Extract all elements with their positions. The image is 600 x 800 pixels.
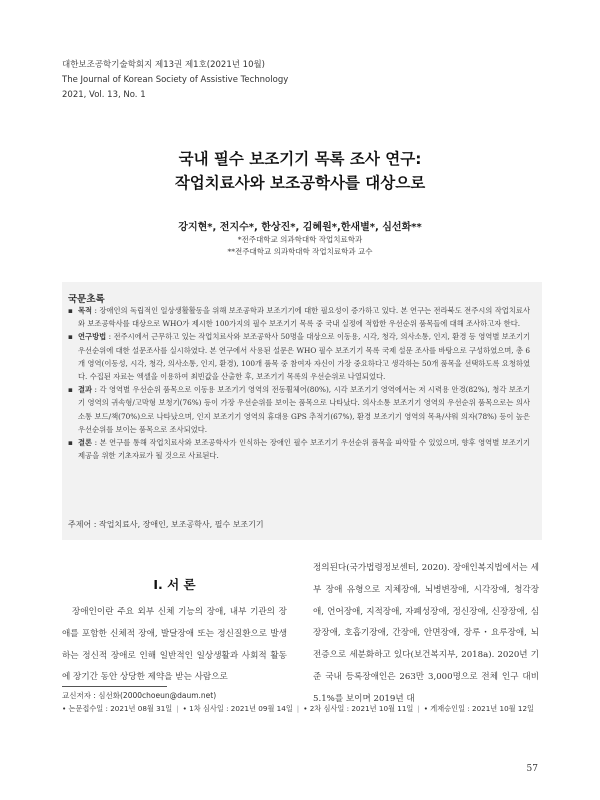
keywords-text: 작업치료사, 장애인, 보조공학사, 필수 보조기기	[98, 520, 264, 529]
bullet-icon: ▪	[68, 385, 73, 395]
corresponding-author: 교신저자 : 심선화(2000choeun@daum.net)	[62, 691, 217, 700]
abstract-purpose	[68, 304, 530, 330]
body-column-right: 정의된다(국가법령정보센터, 2020). 장애인복지법에서는 세부 장애 유형으로 지체장애, 뇌병변장애, 시각장애, 청각장애, 언어장애, 지적장애, 자폐성장애, 정신장애, 신장장애, 심장장애, 호흡기장애, 간장애, 안면장애, 장루・요루장애, 뇌전증으로 세분화하고 있다(보건복지부, 2018a). 2020년 기준 국내 등록장애인은 263만 3,000명으로 전체 인구 대비 5.1%를 보이며 2019년 대	[313, 563, 539, 704]
bullet-icon: ▪	[68, 332, 73, 342]
date-second-review: • 2차 심사일 : 2021년 10월 11일	[303, 704, 414, 713]
abstract-text: : 각 영역별 우선순위 품목으로 이동용 보조기기 영역의 전동휠체어(80%), 시각 보조기기 영역에서는 저 시력용 안경(82%), 청각 보조기기 영역의 귀속형/고막형 보청기(76%) 등이 가장 우선순위를 보이는 품목으로 나타났다. 의사소통 보조기기 영역의 우선순위 품목으로는 의사소통 보드/책(70%)으로 나타났으며, 인지 보조기기 영역의 휴대용 GPS 추적기(67%), 환경 보조기기 영역의 목욕/샤워 의자(78%) 등이 높은 우선순위를 보이는 품목으로 조사되었다.	[78, 385, 530, 434]
title-line-1: 국내 필수 보조기기 목록 조사 연구:	[178, 150, 422, 168]
date-first-review: • 1차 심사일 : 2021년 09월 14일	[182, 704, 293, 713]
page-number: 57	[526, 764, 538, 774]
abstract-label: 결과	[78, 385, 93, 395]
abstract-label: 결론	[78, 438, 93, 448]
abstract-label: 연구방법	[78, 332, 107, 342]
paper-title	[0, 147, 600, 195]
bullet-icon: ▪	[68, 438, 73, 448]
submission-dates: • 논문접수일 : 2021년 08월 31일 | • 1차 심사일 : 2021년 09월 14일 | • 2차 심사일 : 2021년 10월 11일 | • 게재승인일 : 2021년 10월 12일	[62, 704, 534, 713]
journal-issue: 2021, Vol. 13, No. 1	[62, 90, 146, 100]
journal-korean-name: 대한보조공학기술학회지 제13권 제1호(2021년 10월)	[62, 60, 265, 70]
journal-header	[62, 58, 288, 103]
abstract-methods	[68, 330, 530, 383]
affiliations	[0, 234, 600, 258]
abstract-label: 목적	[78, 306, 93, 315]
date-accepted: • 게재승인일 : 2021년 10월 12일	[423, 704, 534, 713]
abstract-conclusion	[68, 436, 530, 462]
body-column-left: 장애인이란 주요 외부 신체 기능의 장애, 내부 기관의 장애를 포함한 신체적 장애, 발달장애 또는 정신질환으로 발생하는 정신적 장애로 인해 일반적인 일상생활과 사회적 활동에 장기간 동안 상당한 제약을 받는 사람으로	[62, 607, 287, 683]
section-heading: I. 서 론	[153, 577, 196, 592]
abstract-results	[68, 383, 530, 436]
affiliation-2: **전주대학교 의과학대학 작업치료학과 교수	[227, 247, 373, 256]
date-received: • 논문접수일 : 2021년 08월 31일	[62, 704, 173, 713]
journal-english-name: The Journal of Korean Society of Assistive Technology	[62, 75, 289, 85]
abstract-text: : 본 연구를 통해 작업치료사와 보조공학사가 인식하는 장애인 필수 보조기기 우선순위 품목을 파악할 수 있었으며, 향후 영역별 보조기기 제공을 위한 기초자료가 될 것으로 사료된다.	[78, 438, 530, 461]
keywords-label: 주제어 :	[68, 520, 99, 529]
author-list: 강지현*, 전지수*, 한상진*, 김혜원*,한새별*, 심선화**	[178, 222, 422, 233]
bullet-icon: ▪	[68, 306, 73, 315]
keywords	[68, 519, 264, 530]
abstract-body	[68, 304, 530, 462]
title-line-2: 작업치료사와 보조공학사를 대상으로	[174, 174, 426, 192]
affiliation-1: *전주대학교 의과학대학 작업치료학과	[237, 235, 363, 244]
footnote-divider	[62, 686, 167, 687]
abstract-text: : 전주시에서 근무하고 있는 작업치료사와 보조공학사 50명을 대상으로 이동용, 시각, 청각, 의사소통, 인지, 환경 등 영역별 보조기기 우선순위에 대한 설문조사를 실시하였다. 본 연구에서 사용된 설문은 WHO 필수 보조기기 목록 국제 설문 조사를 바탕으로 구성하였으며, 총 6개 영역(이동성, 시각, 청각, 의사소통, 인지, 환경), 100개 품목 중 참여자 자신이 가장 중요하다고 생각하는 50개 품목을 선택하도록 요청하였다. 수집된 자료는 엑셀을 이용하여 최빈값을 산출한 후, 보조기기 목록의 우선순위로 나열되었다.	[78, 332, 530, 382]
abstract-text: : 장애인의 독립적인 일상생활활동을 위해 보조공학과 보조기기에 대한 필요성이 증가하고 있다. 본 연구는 전라북도 전주시의 작업치료사와 보조공학사를 대상으로 WHO가 제시한 100가지의 필수 보조기기 목록 중 국내 실정에 적합한 우선순위 품목들에 대해 조사하고자 한다.	[78, 306, 530, 329]
abstract-heading: 국문초록	[68, 294, 105, 305]
